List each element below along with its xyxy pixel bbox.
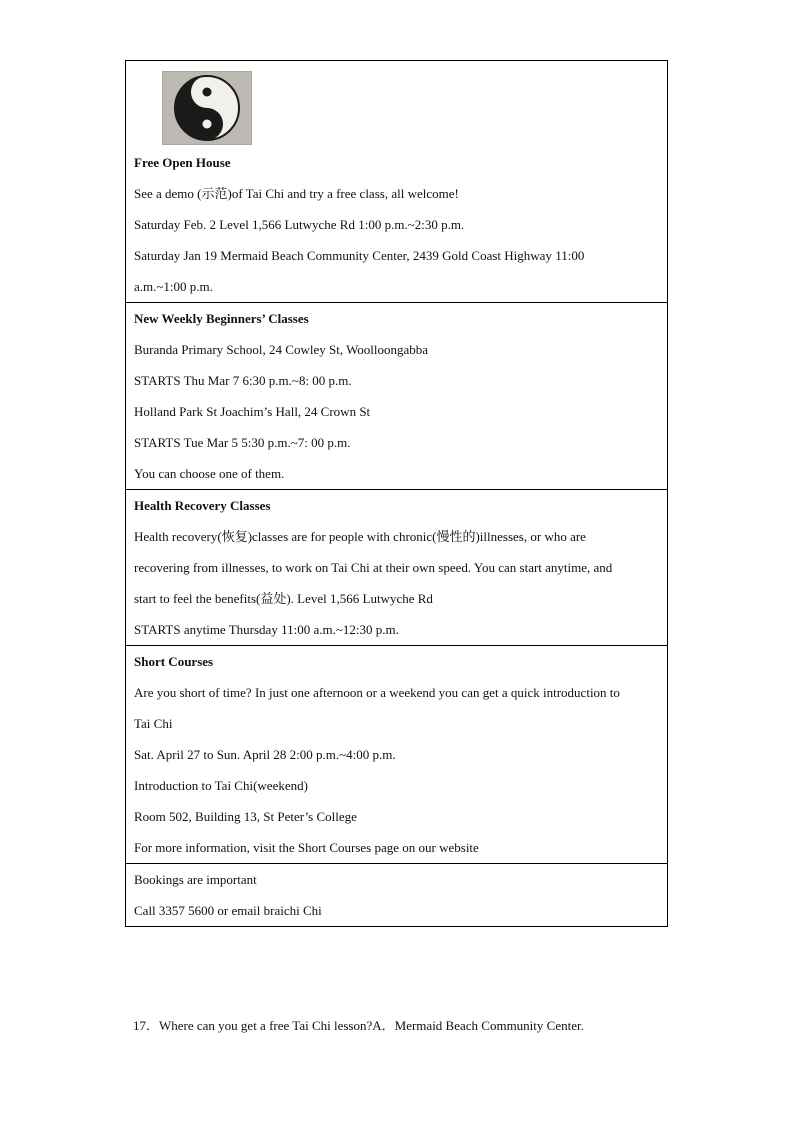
text-line: Sat. April 27 to Sun. April 28 2:00 p.m.~4:00 p.m. [134, 747, 396, 762]
logo-row [134, 61, 659, 147]
text-line: Room 502, Building 13, St Peter’s College [134, 809, 357, 824]
text-line: Buranda Primary School, 24 Cowley St, Woolloongabba [134, 342, 429, 357]
yin-yang-image [162, 71, 252, 145]
question-text: 17．Where can you get a free Tai Chi lesson?A．Mermaid Beach Community Center. [133, 1018, 584, 1033]
text-line: For more information, visit the Short Courses page on our website [134, 840, 479, 855]
info-table [125, 60, 668, 927]
text-line: Bookings are important [134, 872, 257, 887]
section-heading: Short Courses [134, 654, 214, 669]
text-line: You can choose one of them. [134, 466, 285, 481]
text-line: Health recovery(恢复)classes are for people with chronic(慢性的)illnesses, or who are [134, 529, 586, 544]
text-line: Saturday Feb. 2 Level 1,566 Lutwyche Rd 1:00 p.m.~2:30 p.m. [134, 217, 465, 232]
open-house-section [126, 61, 667, 303]
beginners-section [126, 303, 667, 490]
section-heading: New Weekly Beginners’ Classes [134, 311, 309, 326]
text-line: STARTS Thu Mar 7 6:30 p.m.~8: 00 p.m. [134, 373, 352, 388]
text-line: Saturday Jan 19 Mermaid Beach Community Center, 2439 Gold Coast Highway 11:00 [134, 248, 585, 263]
section-heading: Free Open House [134, 155, 231, 170]
text-line: See a demo (示范)of Tai Chi and try a free class, all welcome! [134, 186, 459, 201]
text-line: Tai Chi [134, 716, 173, 731]
short-courses-section [126, 646, 667, 864]
text-line: Introduction to Tai Chi(weekend) [134, 778, 308, 793]
text-line: Call 3357 5600 or email braichi Chi [134, 903, 322, 918]
text-line: STARTS Tue Mar 5 5:30 p.m.~7: 00 p.m. [134, 435, 351, 450]
text-line: recovering from illnesses, to work on Tai Chi at their own speed. You can start anytime, and [134, 560, 613, 575]
yin-yang-icon [163, 72, 251, 144]
text-line: Holland Park St Joachim’s Hall, 24 Crown St [134, 404, 371, 419]
text-line: Are you short of time? In just one afternoon or a weekend you can get a quick introduction to [134, 685, 620, 700]
text-line: STARTS anytime Thursday 11:00 a.m.~12:30 p.m. [134, 622, 399, 637]
bookings-section [126, 864, 667, 926]
text-line: start to feel the benefits(益处). Level 1,566 Lutwyche Rd [134, 591, 433, 606]
health-recovery-section [126, 490, 667, 646]
text-line: a.m.~1:00 p.m. [134, 279, 213, 294]
section-heading: Health Recovery Classes [134, 498, 271, 513]
